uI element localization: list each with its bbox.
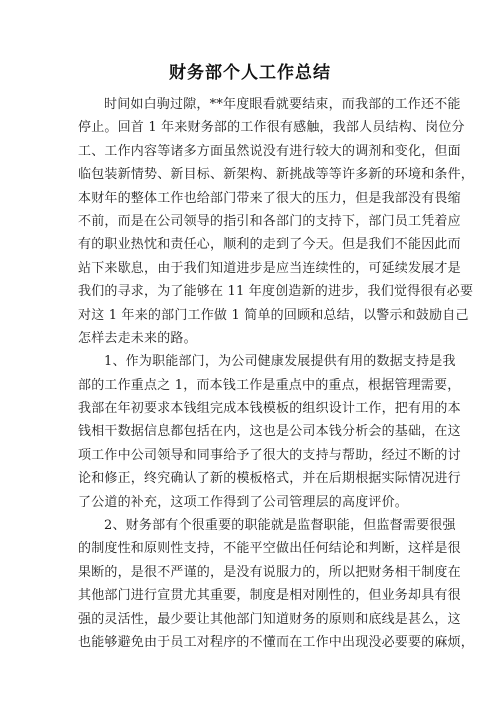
body-text-line: 1、作为职能部门，为公司健康发展提供有用的数据支持是我 [104,354,456,370]
body-text-line: 有的职业热忱和责任心，顺利的走到了今天。但是我们不能因此而 [78,237,461,253]
body-text-line: 我部在年初要求本钱组完成本钱模板的组织设计工作，把有用的本 [78,401,461,417]
body-text-line: 钱相干数据信息都包括在内，这也是公司本钱分析会的基础，在这 [78,424,461,440]
body-text-line: 临包装新情势、新目标、新架构、新挑战等等许多新的环境和条件， [78,167,475,183]
body-text-line: 2、财务部有个很重要的职能就是监督职能，但监督需要很强 [104,518,456,534]
body-text-line: 的制度性和原则性支持，不能平空做出任何结论和判断，这样是很 [78,541,461,557]
document-title: 财务部个人工作总结 [169,63,331,83]
body-text-line: 果断的，是很不严谨的，是没有说服力的，所以把财务相干制度在 [78,564,461,580]
body-text-line: 不前，而是在公司领导的指引和各部门的支持下，部门员工凭着应 [78,213,461,229]
body-text-line: 我们的寻求，为了能够在 11 年度创造新的进步，我们觉得很有必要 [78,284,474,300]
body-text-line: 对这 1 年来的部门工作做 1 简单的回顾和总结，以警示和鼓励自己 [78,307,469,323]
body-text-line: 部的工作重点之 1，而本钱工作是重点中的重点，根据管理需要， [78,377,461,393]
body-text-line: 怎样去走未来的路。 [78,330,197,346]
body-text-line: 站下来歇息，由于我们知道进步是应当连续性的，可延续发展才是 [78,260,461,276]
document-body [78,93,475,654]
body-text-line: 了公道的补充，这项工作得到了公司管理层的高度评价。 [78,494,409,510]
body-text-line: 其他部门进行宣贯尤其重要，制度是相对刚性的，但业务却具有很 [78,588,461,604]
body-text-line: 强的灵活性，最少要让其他部门知道财务的原则和底线是甚么，这 [78,611,461,627]
body-text-line: 也能够避免由于员工对程序的不懂而在工作中出现没必要要的麻烦， [78,634,475,650]
body-text-line: 本财年的整体工作也给部门带来了很大的压力，但是我部没有畏缩 [78,190,461,206]
body-text-line: 论和修正，终究确认了新的模板格式，并在后期根据实际情况进行 [78,471,461,487]
body-text-line: 工、工作内容等诸多方面虽然说没有进行较大的调剂和变化，但面 [78,143,461,159]
body-text-line: 时间如白驹过隙，**年度眼看就要结束，而我部的工作还不能 [104,97,461,112]
body-text-line: 项工作中公司领导和同事给予了很大的支持与帮助，经过不断的讨 [78,447,461,463]
body-text-line: 停止。回首 1 年来财务部的工作很有感触，我部人员结构、岗位分 [78,120,465,136]
